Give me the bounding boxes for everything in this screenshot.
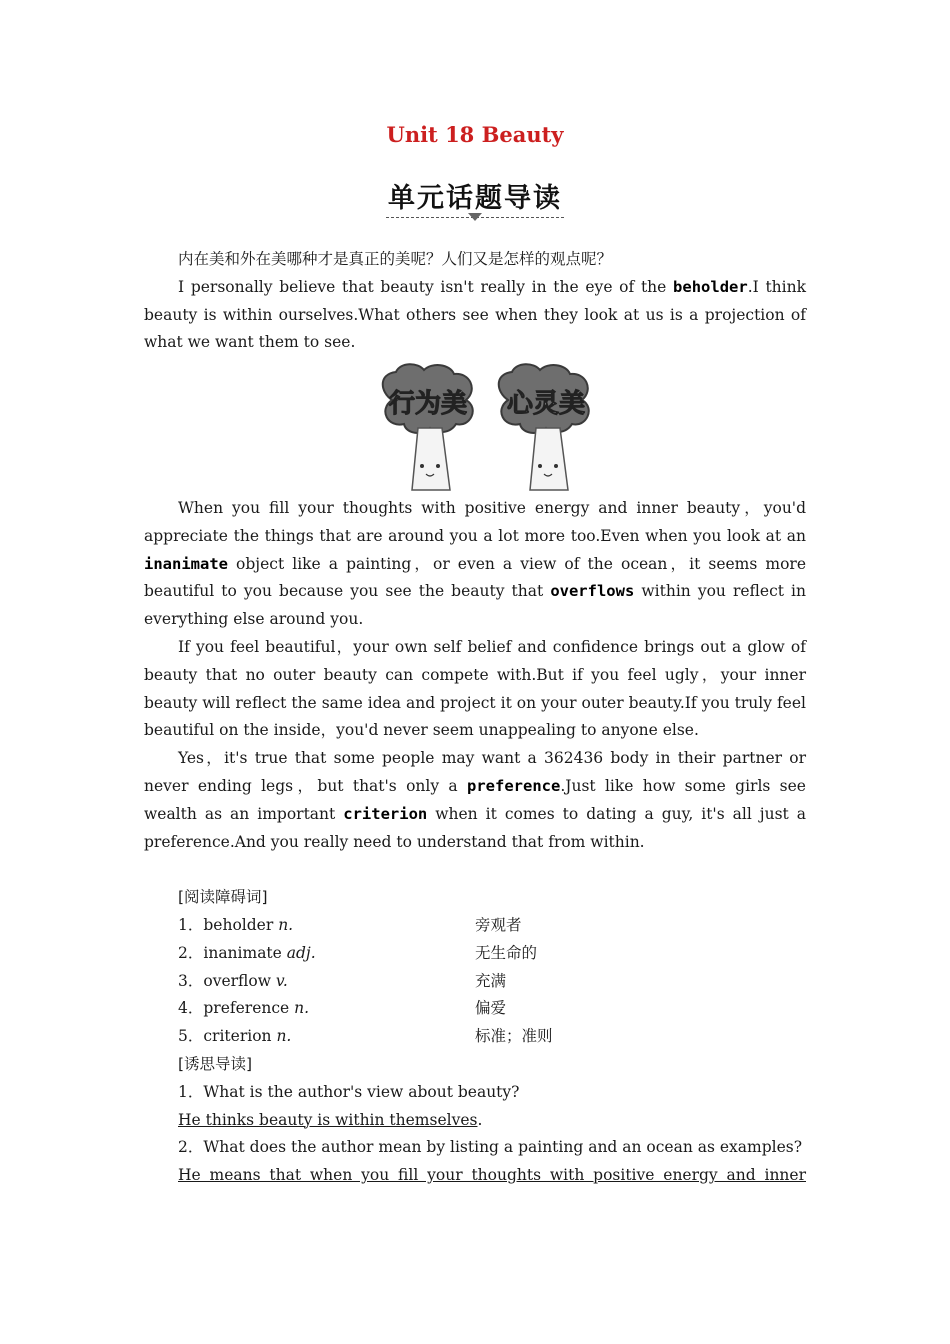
- vocab-item: [178, 995, 778, 1023]
- section-banner-wrap: [0, 176, 950, 218]
- vocab-meaning: 充满: [475, 971, 507, 990]
- broccoli-right-icon: [499, 364, 589, 490]
- passage-paragraph-1: [144, 274, 806, 357]
- vocab-word: 5．criterion n.: [178, 1027, 292, 1046]
- guide-section: [144, 1051, 806, 1190]
- passage-text: when it comes to dating a guy, it's all just a preference.And you really need to understand that from within.: [144, 804, 807, 851]
- vocab-meaning: 偏爱: [475, 999, 507, 1018]
- keyword-criterion: criterion: [343, 804, 428, 823]
- vocab-meaning: 无生命的: [475, 943, 538, 962]
- vocab-list: [178, 912, 778, 1051]
- answer-1: He thinks beauty is within themselves.: [178, 1110, 483, 1129]
- vocab-word: 4．preference n.: [178, 999, 310, 1018]
- answer-1-text: He thinks beauty is within themselves: [178, 1110, 478, 1129]
- passage-text: .I think beauty is within ourselves.What others see when they look at us is a projection of what we want them to see.: [144, 277, 806, 352]
- intro-question: 内在美和外在美哪种才是真正的美呢？人们又是怎样的观点呢？: [178, 250, 613, 268]
- keyword-preference: preference: [467, 776, 561, 795]
- passage-paragraph-4: [144, 745, 806, 856]
- passage-text: I personally believe that beauty isn't really in the eye of the: [178, 277, 674, 296]
- keyword-inanimate: inanimate: [144, 554, 228, 573]
- vocab-meaning: 旁观者: [475, 916, 522, 934]
- passage-text: Yes，it's true that some people may want a 362436 body in their partner or never ending legs，but that's only a: [144, 749, 806, 795]
- vocab-meaning: 标准；准则: [475, 1027, 553, 1046]
- keyword-beholder: beholder: [673, 277, 748, 296]
- passage-text: object like a painting，or even a view of the ocean，it seems more beautiful to you because you see the beauty that: [144, 554, 806, 601]
- passage-paragraph-3: If you feel beautiful，your own self belief and confidence brings out a glow of beauty that no outer beauty can compete with.But if you feel ugly，your inner beauty will reflect the same idea and project it on your outer beauty.If you truly feel beautiful on the inside，you'd never seem unappealing to anyone else.: [144, 637, 806, 740]
- passage-paragraph-2: [144, 495, 806, 634]
- vocab-word: 2．inanimate adj.: [178, 943, 316, 962]
- guide-heading: [诱思导读]: [178, 1055, 253, 1073]
- answer-2: He means that when you fill your thoughts with positive energy and inner: [178, 1166, 806, 1185]
- unit-title: Unit 18 Beauty: [386, 122, 564, 147]
- vocab-item: [178, 968, 778, 996]
- banner-arrow-icon: [468, 213, 482, 221]
- section-banner: 单元话题导读: [386, 176, 564, 218]
- vocab-heading: [144, 884, 806, 912]
- vocab-item: [178, 912, 778, 940]
- main-passage: [144, 495, 806, 856]
- vocab-item: [178, 1023, 778, 1051]
- vocab-heading-text: [阅读障碍词]: [178, 888, 268, 906]
- keyword-overflows: overflows: [550, 582, 635, 601]
- intro-block: [144, 246, 806, 357]
- question-1: 1．What is the author's view about beauty?: [178, 1082, 520, 1101]
- broccoli-illustration: [370, 362, 610, 492]
- passage-text: within you reflect in everything else around you.: [144, 582, 806, 629]
- vocab-word: 1．beholder n.: [178, 916, 294, 934]
- passage-text: When you fill your thoughts with positive energy and inner beauty，you'd appreciate the things that are around you a lot more too.Even when you look at an: [144, 499, 806, 545]
- broccoli-left-icon: [383, 364, 473, 490]
- vocab-word: 3．overflow v.: [178, 971, 288, 990]
- passage-text: .Just like how some girls see wealth as an important: [144, 776, 806, 823]
- vocab-item: [178, 940, 778, 968]
- question-2: 2．What does the author mean by listing a painting and an ocean as examples?: [178, 1138, 803, 1157]
- label-left: 行为美: [388, 389, 468, 419]
- label-right: 心灵美: [506, 389, 586, 419]
